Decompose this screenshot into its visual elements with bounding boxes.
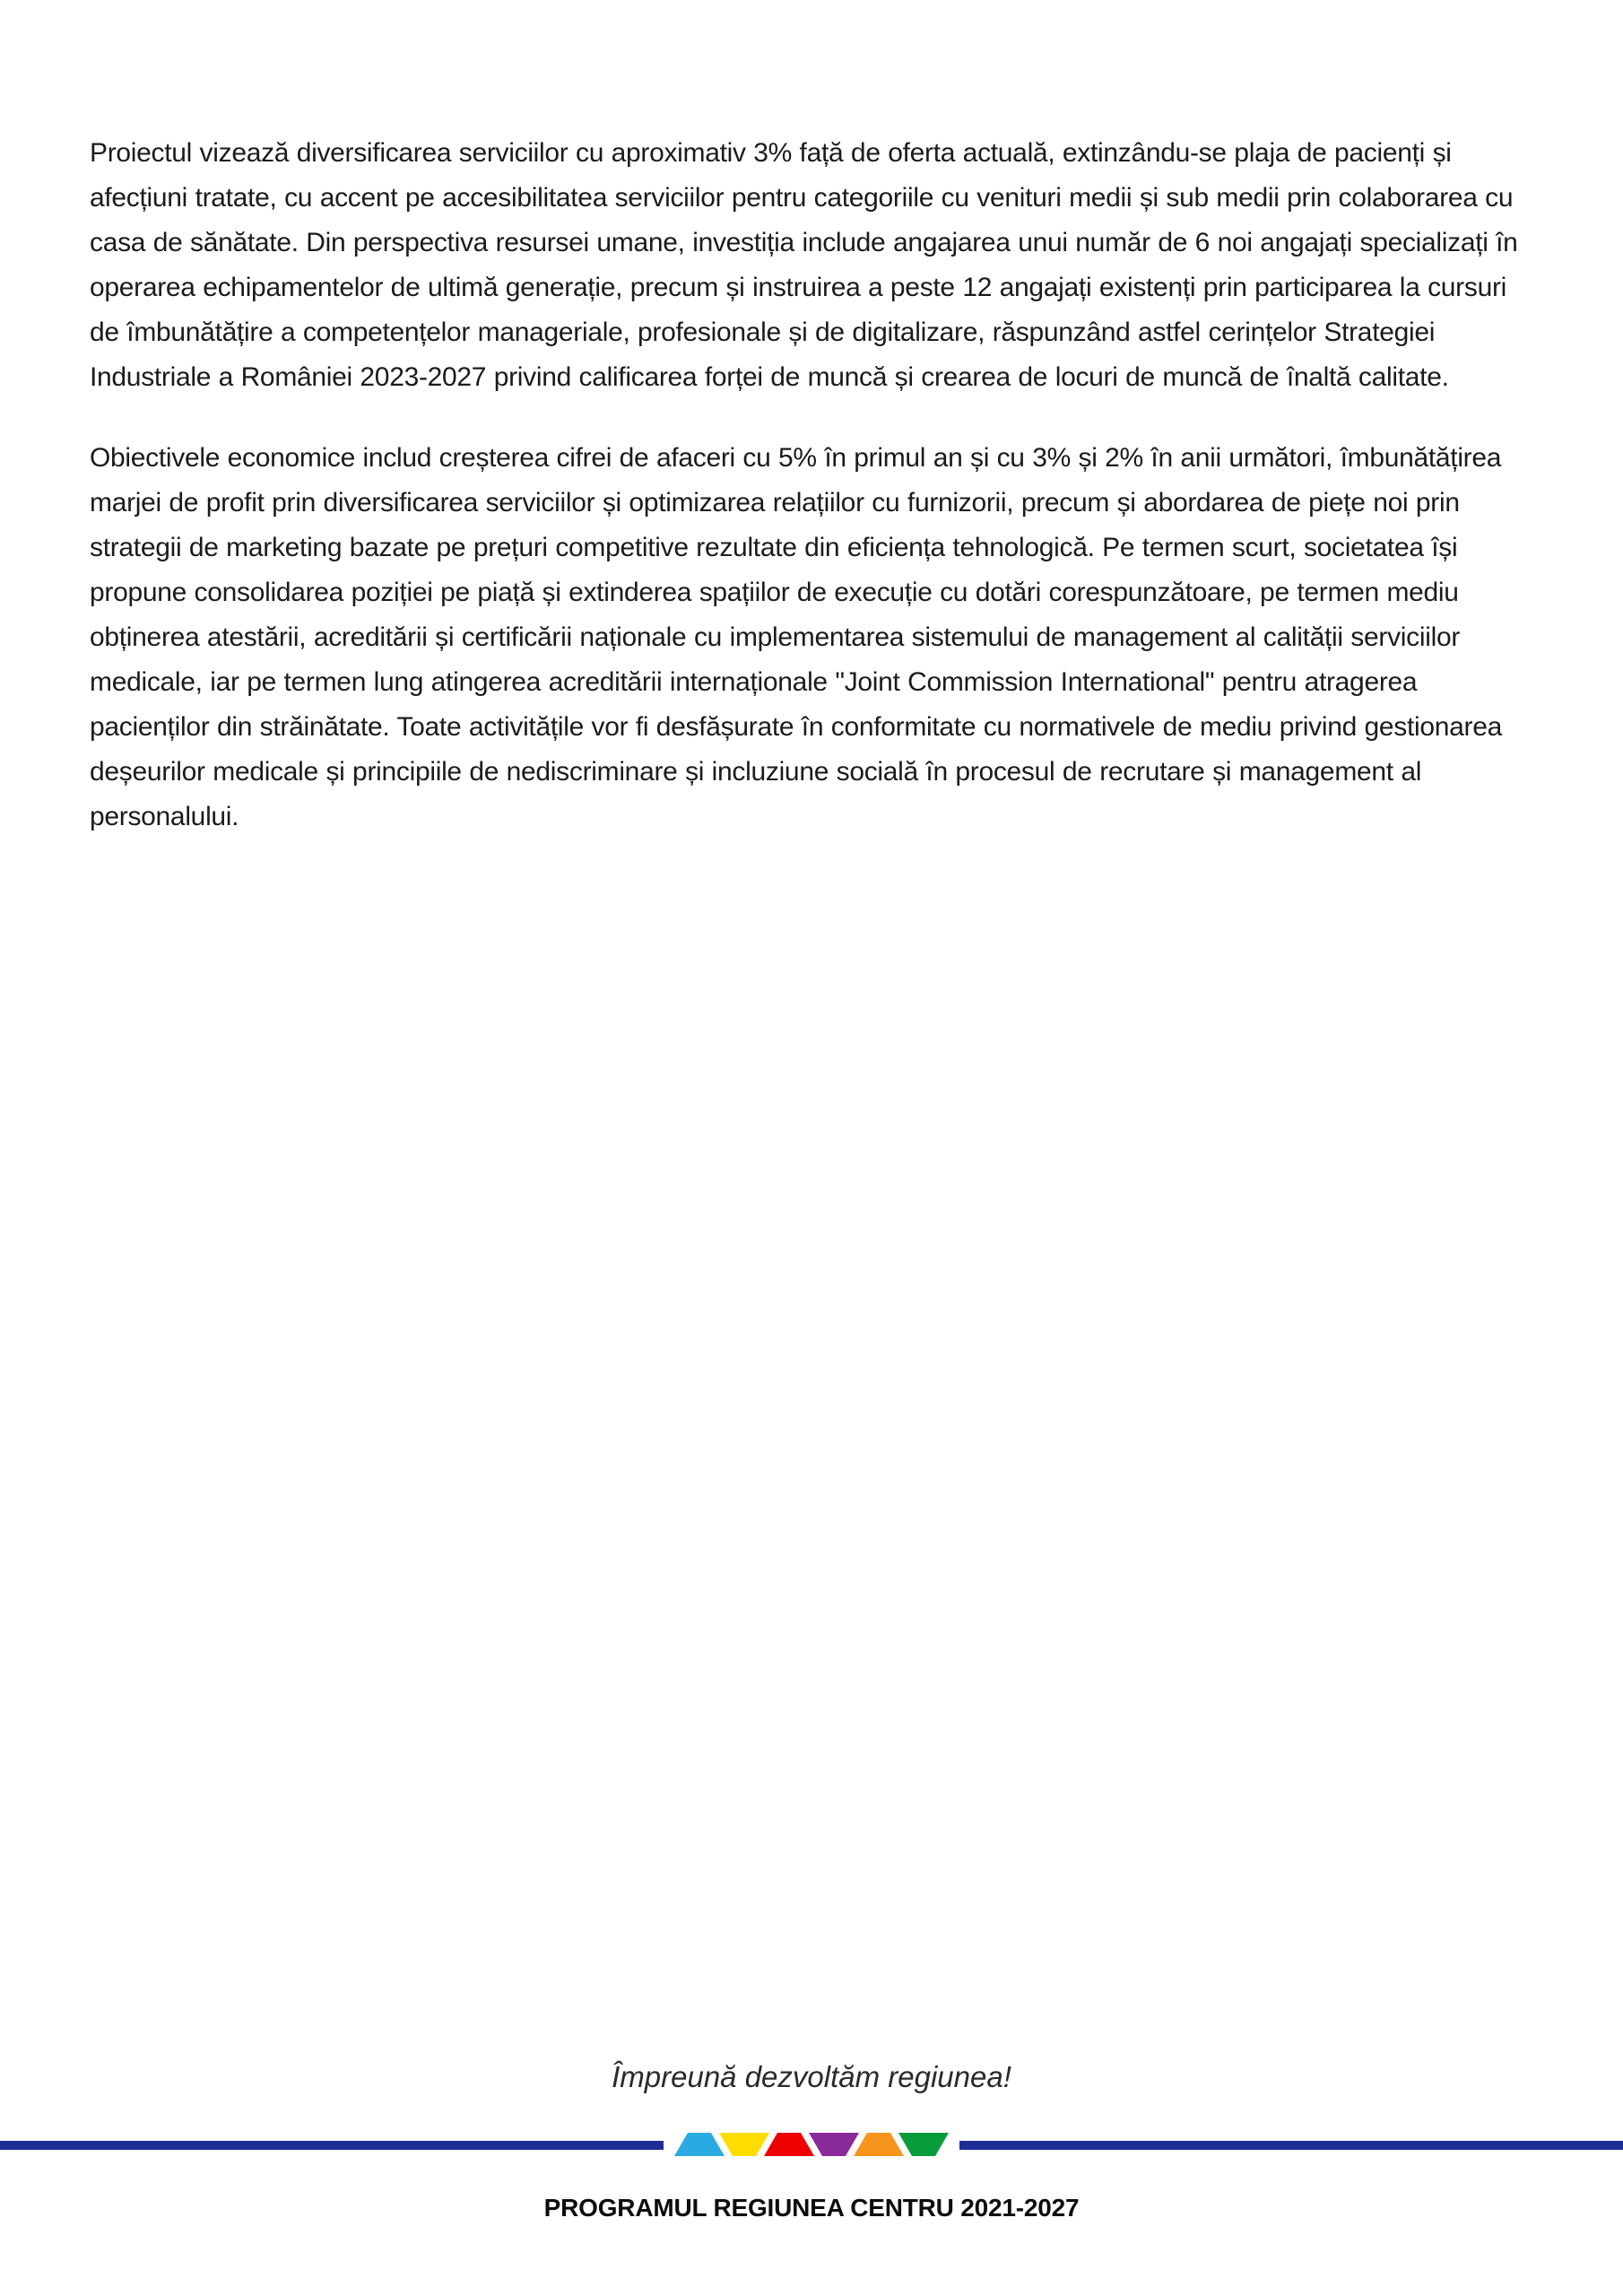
document-body — [90, 131, 1526, 875]
footer-divider-band — [0, 2131, 1623, 2158]
trapezoid-purple-icon — [809, 2133, 859, 2156]
regio-trapezoid-logo-icon — [674, 2133, 949, 2156]
trapezoid-green-icon — [898, 2133, 949, 2156]
trapezoid-yellow-icon — [719, 2133, 769, 2156]
footer-tagline: Împreună dezvoltăm regiunea! — [612, 2060, 1011, 2093]
footer-logo-strip — [664, 2131, 959, 2158]
footer-program-label: PROGRAMUL REGIUNEA CENTRU 2021-2027 — [543, 2194, 1080, 2222]
trapezoid-red-icon — [764, 2133, 814, 2156]
paragraph-economic-objectives: Obiectivele economice includ creșterea cifrei de afaceri cu 5% în primul an și cu 3% și 2% în anii următori, îmbunătățirea marjei de profit prin diversificarea serviciilor și optimizarea relațiilor cu furnizorii, precum și abordarea de piețe noi prin strategii de marketing bazate pe prețuri competitive rezultate din eficiența tehnologică. Pe termen scurt, societatea își propune consolidarea poziției pe piață și extinderea spațiilor de execuție cu dotări corespunzătoare, pe termen mediu obținerea atestării, acreditării și certificării naționale cu implementarea sistemului de management al calității serviciilor medicale, iar pe termen lung atingerea acreditării internaționale "Joint Commission International" pentru atragerea pacienților din străinătate. Toate activitățile vor fi desfășurate în conformitate cu normativele de mediu privind gestionarea deșeurilor medicale și principiile de nediscriminare și incluziune socială în procesul de recrutare și management al personalului. — [90, 443, 1503, 831]
trapezoid-blue-icon — [674, 2133, 725, 2156]
trapezoid-orange-icon — [854, 2133, 904, 2156]
paragraph-project-description: Proiectul vizează diversificarea serviciilor cu aproximativ 3% față de oferta actuală, extinzându-se plaja de pacienți și afecțiuni tratate, cu accent pe accesibilitatea serviciilor pentru categoriile cu venituri medii și sub medii prin colaborarea cu casa de sănătate. Din perspectiva resursei umane, investiția include angajarea unui număr de 6 noi angajați specializați în operarea echipamentelor de ultimă generație, precum și instruirea a peste 12 angajați existenți prin participarea la cursuri de îmbunătățire a competențelor manageriale, profesionale și de digitalizare, răspunzând astfel cerințelor Strategiei Industriale a României 2023-2027 privind calificarea forței de muncă și crearea de locuri de muncă de înaltă calitate. — [90, 138, 1518, 392]
